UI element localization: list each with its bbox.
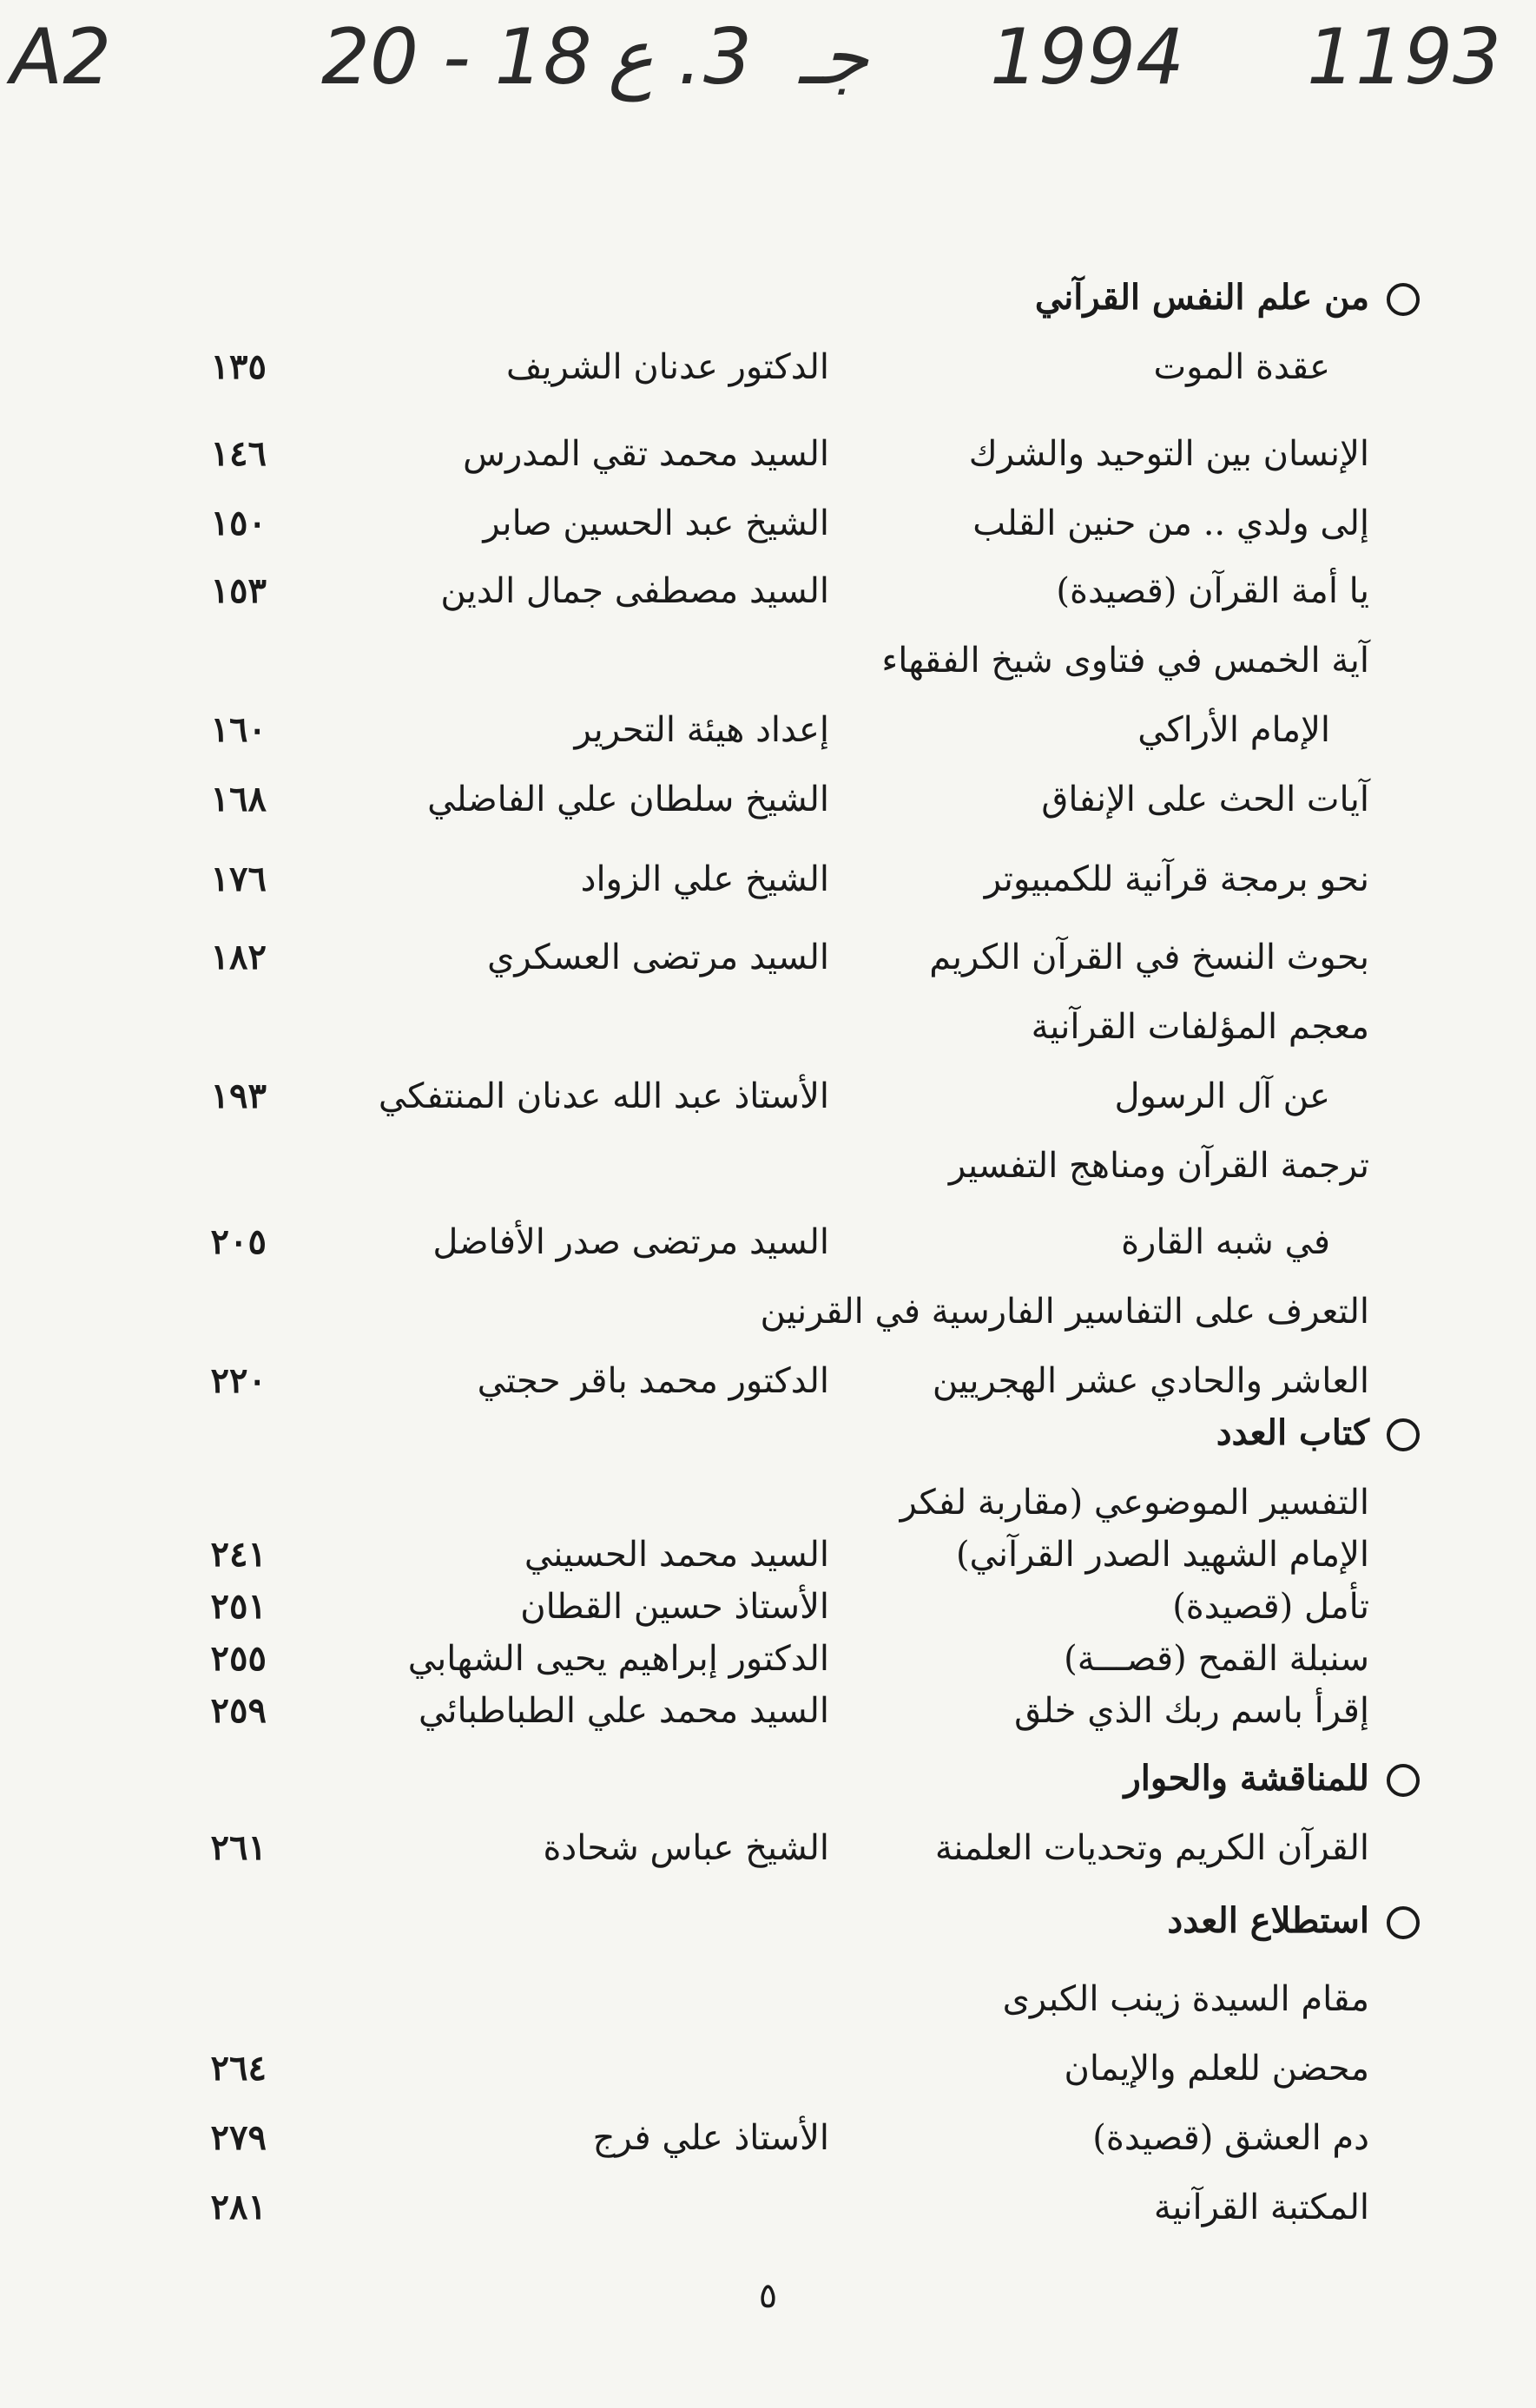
entry-page-number: ١٤٦ <box>210 433 267 474</box>
entry-author: السيد محمد الحسيني <box>524 1535 829 1575</box>
entry-page-number: ٢٥٥ <box>210 1638 267 1679</box>
circle-bullet-icon <box>1387 1418 1420 1451</box>
toc-entry <box>154 1682 1369 1740</box>
entry-title: دم العشق (قصيدة) <box>1092 2118 1369 2158</box>
entry-title: محضن للعلم والإيمان <box>1064 2049 1369 2089</box>
entry-page-number: ٢٧٩ <box>210 2117 267 2158</box>
toc-entry <box>154 1630 1369 1688</box>
entry-page-number: ١٦٨ <box>210 779 267 819</box>
toc-entry <box>154 1970 1369 2028</box>
entry-author: السيد محمد علي الطباطبائي <box>419 1691 829 1731</box>
entry-page-number: ١٥٠ <box>210 503 267 543</box>
entry-title: العاشر والحادي عشر الهجريين <box>932 1361 1369 1401</box>
toc-section-heading <box>154 1750 1369 1807</box>
handwritten-number: 3 <box>703 12 752 102</box>
handwritten-jim: جـ <box>799 12 869 102</box>
circle-bullet-icon <box>1387 283 1420 316</box>
entry-title: ترجمة القرآن ومناهج التفسير <box>948 1146 1369 1186</box>
entry-author: الأستاذ حسين القطان <box>520 1587 829 1627</box>
entry-title: الإنسان بين التوحيد والشرك <box>968 434 1369 474</box>
entry-author: السيد مصطفى جمال الدين <box>440 571 829 611</box>
toc-entry <box>154 339 1369 396</box>
entry-author: الأستاذ عبد الله عدنان المنتفكي <box>378 1076 829 1116</box>
toc-entry <box>154 998 1369 1056</box>
entry-title: يا أمة القرآن (قصيدة) <box>1056 571 1369 611</box>
entry-page-number: ١٨٢ <box>210 937 267 977</box>
circle-bullet-icon <box>1387 1906 1420 1939</box>
toc-entry <box>154 563 1369 620</box>
entry-title: المكتبة القرآنية <box>1153 2188 1369 2227</box>
toc-entry <box>154 1819 1369 1877</box>
entry-page-number: ١٣٥ <box>210 346 267 387</box>
toc-entry <box>154 425 1369 483</box>
entry-title: كتاب العدد <box>1216 1412 1369 1453</box>
handwritten-id: 1193 <box>1307 12 1501 102</box>
entry-page-number: ١٦٠ <box>210 709 267 750</box>
handwritten-ain: ع . <box>608 12 702 102</box>
entry-title: آية الخمس في فتاوى شيخ الفقهاء <box>881 641 1369 681</box>
handwritten-pages: 20 - 18 <box>321 12 592 102</box>
entry-page-number: ٢٢٠ <box>210 1360 267 1401</box>
entry-title: إلى ولدي .. من حنين القلب <box>972 503 1369 543</box>
entry-title: عقدة الموت <box>1153 347 1330 387</box>
entry-page-number: ١٩٣ <box>210 1076 267 1116</box>
entry-author: الشيخ عباس شحادة <box>543 1828 829 1868</box>
toc-entry <box>154 1474 1369 1531</box>
toc-entry <box>154 1214 1369 1271</box>
entry-author: السيد محمد تقي المدرس <box>463 434 829 474</box>
toc-entry <box>154 929 1369 986</box>
entry-author: الأستاذ علي فرج <box>592 2118 829 2158</box>
handwritten-year: 1994 <box>990 12 1184 102</box>
toc-entry <box>154 1352 1369 1410</box>
entry-author: السيد مرتضى صدر الأفاضل <box>432 1222 829 1262</box>
entry-author: الدكتور إبراهيم يحيى الشهابي <box>407 1639 829 1679</box>
entry-title: سنبلة القمح (قصـــة) <box>1064 1639 1369 1679</box>
entry-title: نحو برمجة قرآنية للكمبيوتر <box>984 859 1369 899</box>
entry-title: استطلاع العدد <box>1167 1900 1369 1941</box>
toc-entry <box>154 2109 1369 2167</box>
entry-title: الإمام الشهيد الصدر القرآني) <box>955 1535 1369 1575</box>
entry-title: بحوث النسخ في القرآن الكريم <box>929 938 1369 977</box>
entry-title: عن آل الرسول <box>1114 1076 1330 1116</box>
entry-page-number: ٢٦١ <box>210 1827 267 1868</box>
toc-entry <box>154 2179 1369 2236</box>
toc-entry <box>154 2040 1369 2097</box>
toc-section-heading <box>154 1405 1369 1462</box>
entry-author: الدكتور عدنان الشريف <box>506 347 829 387</box>
entry-page-number: ٢٨١ <box>210 2187 267 2227</box>
entry-title: القرآن الكريم وتحديات العلمنة <box>934 1828 1369 1868</box>
entry-title: للمناقشة والحوار <box>1124 1758 1369 1799</box>
entry-author: الدكتور محمد باقر حجتي <box>477 1361 829 1401</box>
page-number: ٥ <box>758 2276 778 2316</box>
toc-entry <box>154 495 1369 552</box>
entry-page-number: ٢٥٩ <box>210 1690 267 1731</box>
entry-page-number: ٢٦٤ <box>210 2048 267 2089</box>
entry-title: آيات الحث على الإنفاق <box>1041 780 1369 819</box>
toc-entry <box>154 632 1369 689</box>
entry-author: الشيخ علي الزواد <box>580 859 829 899</box>
toc-entry <box>154 1137 1369 1194</box>
entry-title: في شبه القارة <box>1121 1222 1330 1262</box>
entry-page-number: ٢٠٥ <box>210 1221 267 1262</box>
entry-page-number: ٢٤١ <box>210 1534 267 1575</box>
toc-entry <box>154 1283 1369 1340</box>
entry-title: الإمام الأراكي <box>1137 710 1330 750</box>
entry-author: إعداد هيئة التحرير <box>574 710 829 750</box>
entry-page-number: ٢٥١ <box>210 1586 267 1627</box>
toc-entry <box>154 701 1369 759</box>
entry-title: مقام السيدة زينب الكبرى <box>1002 1979 1369 2019</box>
entry-page-number: ١٧٦ <box>210 859 267 899</box>
circle-bullet-icon <box>1387 1764 1420 1797</box>
entry-title: التعرف على التفاسير الفارسية في القرنين <box>760 1292 1369 1332</box>
toc-section-heading <box>154 1892 1369 1950</box>
entry-author: الشيخ عبد الحسين صابر <box>483 503 829 543</box>
entry-author: السيد مرتضى العسكري <box>487 938 829 977</box>
entry-title: معجم المؤلفات القرآنية <box>1031 1007 1369 1047</box>
entry-title: من علم النفس القرآني <box>1034 277 1369 318</box>
toc-entry <box>154 1578 1369 1635</box>
entry-title: تأمل (قصيدة) <box>1172 1587 1369 1627</box>
toc-section-heading <box>154 269 1369 326</box>
entry-title: إقرأ باسم ربك الذي خلق <box>1014 1691 1369 1731</box>
entry-author: الشيخ سلطان علي الفاضلي <box>427 780 829 819</box>
toc-entry <box>154 771 1369 828</box>
entry-page-number: ١٥٣ <box>210 570 267 611</box>
entry-title: التفسير الموضوعي (مقاربة لفكر <box>900 1483 1369 1523</box>
toc-entry <box>154 1526 1369 1583</box>
toc-entry <box>154 1068 1369 1125</box>
toc-entry <box>154 851 1369 908</box>
handwritten-code: A2 <box>10 12 112 102</box>
